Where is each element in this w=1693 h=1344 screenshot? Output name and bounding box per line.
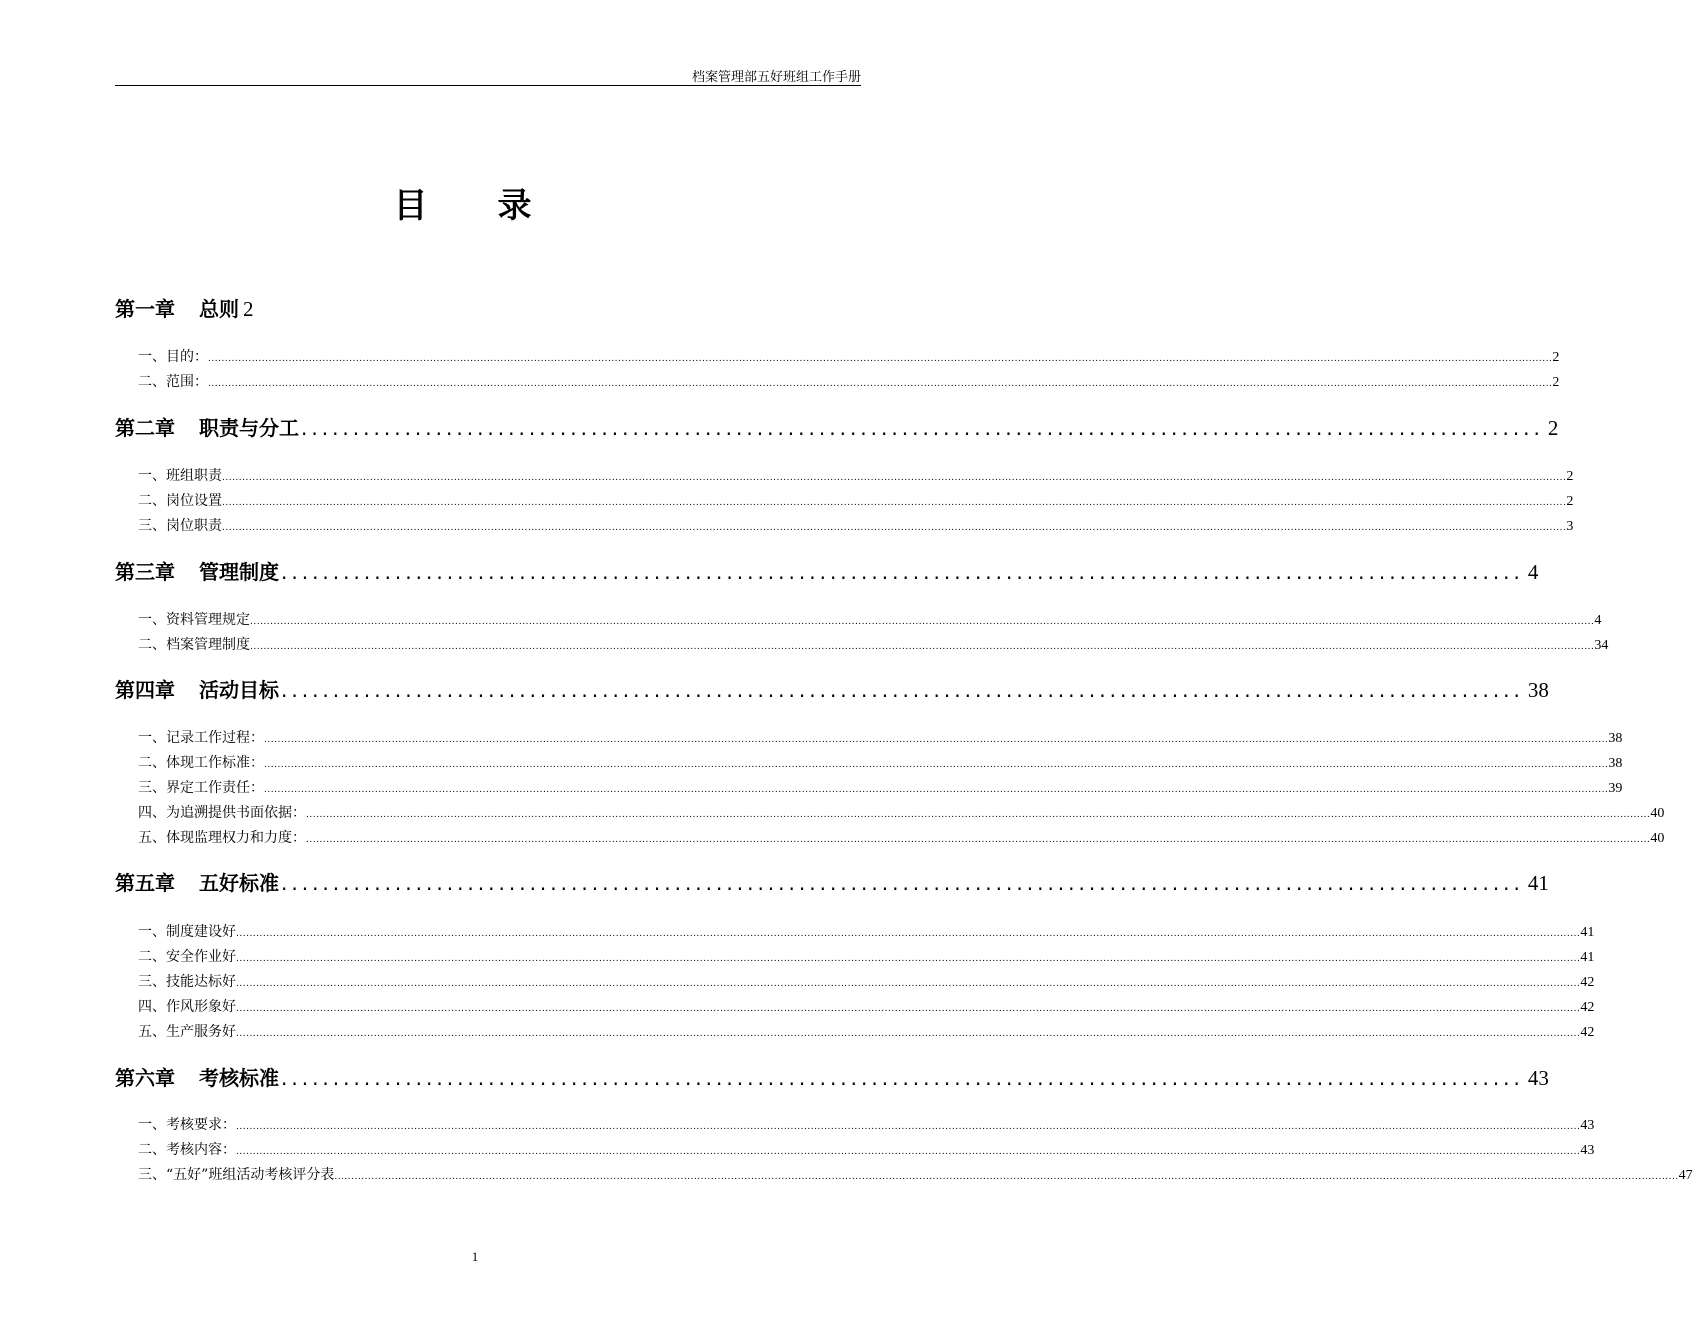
entry-page-number: 2	[1566, 469, 1574, 484]
entry-page-number: 43	[1580, 1118, 1595, 1133]
entry-label: 一、目的：	[138, 349, 208, 365]
toc-entry[interactable]	[138, 490, 1574, 510]
entry-page-number: 42	[1580, 1025, 1595, 1040]
entry-page-number: 41	[1580, 950, 1595, 965]
dot-leader: ................................................................................................................................................................................................................................................................................................................................................................................................................	[236, 1029, 1581, 1039]
dot-leader: ................................................................................................................................................................................................................................................................................................................................................................................................................	[250, 642, 1595, 652]
entry-prefix: 五、	[138, 1024, 166, 1040]
dot-leader: ................................................................................................................................................................................................................................................................................................................................................................................................................	[236, 954, 1581, 964]
dot-leader: ................................................................................................................................................................................................................................................................................................................................................................................................................	[250, 617, 1595, 627]
entry-label: 一、资料管理规定	[138, 612, 250, 628]
chapter-number: 第六章	[115, 1066, 175, 1090]
entry-prefix: 二、	[138, 949, 166, 965]
dot-leader: ................................................................................................................................................................................................................................................................................................................................................................................................................	[236, 1122, 1581, 1132]
toc-entry[interactable]	[138, 996, 1595, 1016]
entry-label: 三、界定工作责任：	[138, 780, 264, 796]
entry-page-number: 39	[1608, 781, 1623, 796]
entry-label: 考核要求：	[166, 1117, 236, 1133]
dot-leader: ................................................................................................................................................................................................................................................................................................................................................................................................................	[222, 473, 1567, 483]
chapter-number: 第四章	[115, 678, 175, 702]
chapter-page-number: 38	[1527, 678, 1549, 702]
chapter-number: 第一章	[115, 297, 175, 321]
entry-prefix: 一、	[138, 924, 166, 940]
toc-entry[interactable]	[138, 752, 1623, 772]
entry-label: 五、体现监理权力和力度：	[138, 830, 306, 846]
toc-chapter[interactable]	[115, 674, 1549, 704]
entry-label: 技能达标好	[166, 974, 236, 990]
toc-entry[interactable]	[138, 827, 1665, 847]
entry-label: 作风形象好	[166, 999, 236, 1015]
entry-page-number: 41	[1580, 925, 1595, 940]
entry-prefix: 一、	[138, 1117, 166, 1133]
dot-leader: ................................................................................................................................................................................................................................................................................................................................................................................................................	[264, 785, 1609, 795]
chapter-number: 第五章	[115, 871, 175, 895]
entry-label: 二、体现工作标准：	[138, 755, 264, 771]
toc-entry[interactable]	[138, 802, 1665, 822]
chapter-page-number: 41	[1527, 871, 1549, 895]
entry-label: 一、班组职责	[138, 468, 222, 484]
toc-entry[interactable]	[138, 971, 1595, 991]
toc-chapter[interactable]	[115, 412, 1559, 442]
entry-label: 二、岗位设置	[138, 493, 222, 509]
dot-leader: ................................................................................................................................................................................................................................................................................................................................................................................................................	[306, 810, 1651, 820]
chapter-number: 第二章	[115, 416, 175, 440]
chapter-title: 考核标准	[199, 1066, 279, 1090]
toc-entry[interactable]	[138, 1114, 1595, 1134]
toc-entry[interactable]	[138, 946, 1595, 966]
entry-page-number: 3	[1566, 519, 1574, 534]
entry-page-number: 34	[1594, 638, 1609, 653]
entry-prefix: 四、	[138, 999, 166, 1015]
chapter-title: 管理制度	[199, 560, 279, 584]
entry-page-number: 38	[1608, 756, 1623, 771]
entry-label: 安全作业好	[166, 949, 236, 965]
toc-entry[interactable]	[138, 727, 1623, 747]
entry-page-number: 2	[1552, 375, 1560, 390]
chapter-number: 第三章	[115, 560, 175, 584]
entry-prefix: 二、	[138, 1142, 166, 1158]
entry-label: 三、岗位职责	[138, 518, 222, 534]
chapter-page-number: 2	[1547, 416, 1559, 440]
entry-label: 制度建设好	[166, 924, 236, 940]
toc-entry[interactable]	[138, 1021, 1595, 1041]
toc-entry[interactable]	[138, 346, 1560, 366]
chapter-title: 五好标准	[199, 871, 279, 895]
toc-chapter[interactable]	[115, 556, 1539, 586]
chapter-page-number: 4	[1527, 560, 1539, 584]
header-title: 档案管理部五好班组工作手册	[691, 70, 861, 85]
toc-entry[interactable]	[138, 609, 1602, 629]
dot-leader: ................................................................................................................................................................................................................................................................................................................................................................................................................	[236, 1004, 1581, 1014]
entry-page-number: 4	[1594, 613, 1602, 628]
entry-label: 二、档案管理制度	[138, 637, 250, 653]
dot-leader: ........................................................................................................................	[281, 871, 1524, 895]
entry-page-number: 2	[1566, 494, 1574, 509]
dot-leader: ................................................................................................................................................................................................................................................................................................................................................................................................................	[236, 929, 1581, 939]
entry-page-number: 2	[1552, 350, 1560, 365]
entry-page-number: 40	[1650, 806, 1665, 821]
toc-entry[interactable]	[138, 921, 1595, 941]
dot-leader: ................................................................................................................................................................................................................................................................................................................................................................................................................	[222, 523, 1567, 533]
entry-label: 四、为追溯提供书面依据：	[138, 805, 306, 821]
entry-page-number: 43	[1580, 1143, 1595, 1158]
toc-entry[interactable]	[138, 465, 1574, 485]
entry-label: 二、范围：	[138, 374, 208, 390]
toc-entry[interactable]	[138, 1139, 1595, 1159]
toc-entry[interactable]	[138, 371, 1560, 391]
dot-leader: ................................................................................................................................................................................................................................................................................................................................................................................................................	[306, 835, 1651, 845]
dot-leader: ................................................................................................................................................................................................................................................................................................................................................................................................................	[222, 498, 1567, 508]
dot-leader: ........................................................................................................................	[281, 560, 1524, 584]
toc-title: 目录	[393, 186, 602, 226]
toc-entry[interactable]	[138, 634, 1609, 654]
dot-leader: ........................................................................................................................	[281, 1066, 1524, 1090]
entry-page-number: 47	[1678, 1168, 1693, 1183]
dot-leader: ................................................................................................................................................................................................................................................................................................................................................................................................................	[236, 979, 1581, 989]
dot-leader: ................................................................................................................................................................................................................................................................................................................................................................................................................	[264, 735, 1609, 745]
page-number: 1	[471, 1249, 479, 1264]
dot-leader: ................................................................................................................................................................................................................................................................................................................................................................................................................	[208, 379, 1553, 389]
chapter-page-number: 43	[1527, 1066, 1549, 1090]
dot-leader: ................................................................................................................................................................................................................................................................................................................................................................................................................	[264, 760, 1609, 770]
toc-chapter[interactable]	[115, 867, 1549, 897]
chapter-title: 职责与分工	[199, 416, 299, 440]
entry-page-number: 42	[1580, 975, 1595, 990]
entry-label: 考核内容：	[166, 1142, 236, 1158]
toc-chapter[interactable]	[115, 293, 861, 323]
dot-leader: ................................................................................................................................................................................................................................................................................................................................................................................................................	[208, 354, 1553, 364]
header-divider	[115, 85, 861, 86]
dot-leader: ........................................................................................................................	[301, 416, 1544, 440]
dot-leader: ........................................................................................................................	[281, 678, 1524, 702]
entry-page-number: 42	[1580, 1000, 1595, 1015]
toc-chapter[interactable]	[115, 1062, 1549, 1092]
entry-page-number: 40	[1650, 831, 1665, 846]
toc-entry[interactable]	[138, 1164, 1693, 1184]
dot-leader: ................................................................................................................................................................................................................................................................................................................................................................................................................	[236, 1147, 1581, 1157]
chapter-title: 活动目标	[199, 678, 279, 702]
entry-label: 生产服务好	[166, 1024, 236, 1040]
entry-label: 一、记录工作过程：	[138, 730, 264, 746]
chapter-title: 总则	[199, 297, 239, 321]
entry-page-number: 38	[1608, 731, 1623, 746]
entry-prefix: 三、	[138, 974, 166, 990]
chapter-page-number: 2	[243, 297, 254, 321]
entry-label: 三、“五好”班组活动考核评分表	[138, 1167, 335, 1183]
toc-entry[interactable]	[138, 515, 1574, 535]
toc-entry[interactable]	[138, 777, 1623, 797]
dot-leader: ................................................................................................................................................................................................................................................................................................................................................................................................................	[334, 1172, 1679, 1182]
